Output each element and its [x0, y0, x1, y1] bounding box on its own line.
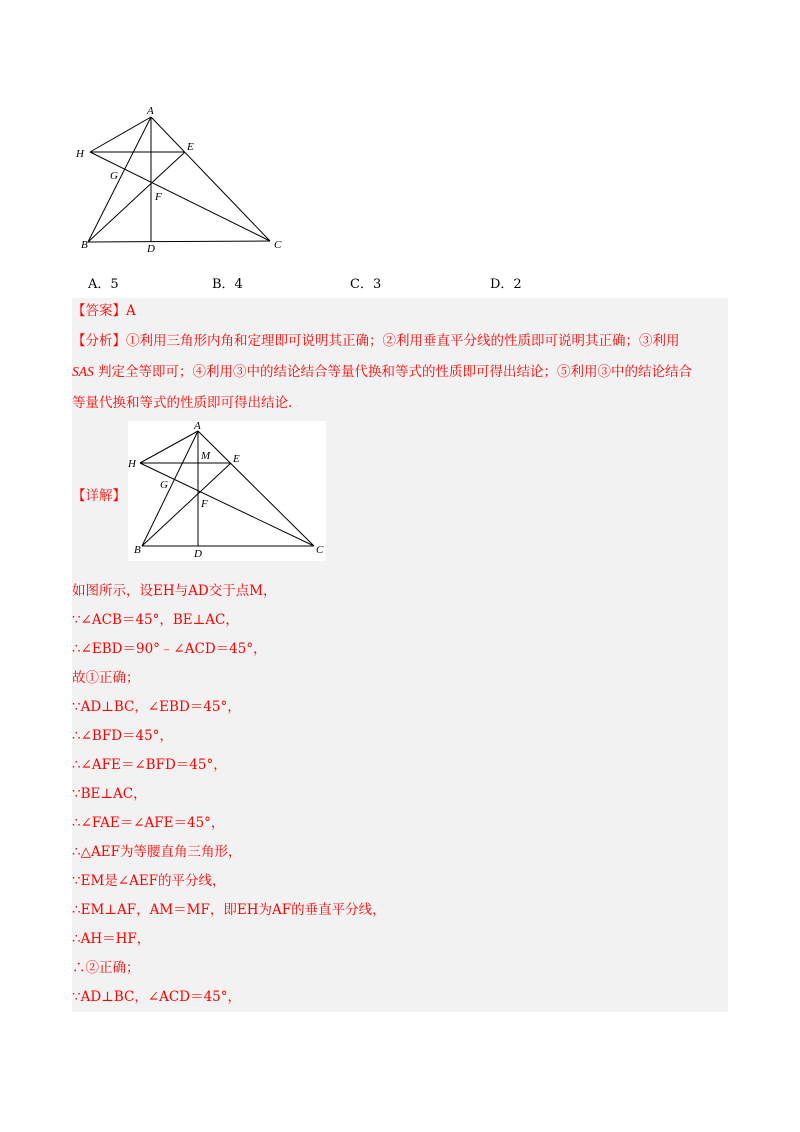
label-e: E [187, 141, 194, 153]
segment-bc [88, 241, 270, 242]
option-d: D．2 [490, 277, 522, 292]
option-a: A．5 [88, 277, 119, 292]
step-11: ∵EM是∠AEF的平分线， [72, 873, 226, 889]
geometry-figure-detail-frame [128, 421, 326, 561]
detail-label-g: G [160, 479, 168, 491]
label-g: G [110, 170, 118, 182]
label-c: C [274, 239, 282, 251]
label-a: A [147, 105, 154, 117]
step-10: ∴△AEF为等腰直角三角形， [72, 844, 242, 860]
segment-hc [90, 152, 270, 241]
option-b: B．4 [212, 277, 243, 292]
step-3: ∴∠EBD＝90°﹣∠ACD＝45°， [72, 641, 267, 657]
answer-value: A [126, 303, 136, 319]
step-14: ∴②正确； [72, 960, 140, 976]
segment-ac [151, 117, 270, 241]
segment-be [88, 152, 185, 242]
detail-label-b: B [134, 544, 141, 556]
step-2: ∵∠ACB＝45°，BE⊥AC， [72, 612, 239, 628]
step-15: ∵AD⊥BC，∠ACD＝45°， [72, 989, 242, 1005]
detail-label-h: H [128, 458, 136, 470]
step-8: ∵BE⊥AC， [72, 786, 147, 802]
analysis-line-3: 等量代换和等式的性质即可得出结论. [72, 395, 293, 411]
detail-label-d: D [194, 548, 202, 560]
answer-line [72, 302, 728, 320]
step-6: ∴∠BFD＝45°， [72, 728, 173, 744]
solution-panel [72, 298, 728, 1012]
detail-tag: 【详解】 [72, 488, 126, 504]
step-7: ∴∠AFE＝∠BFD＝45°， [72, 757, 227, 773]
option-c: C．3 [350, 277, 382, 292]
label-d: D [147, 243, 155, 255]
step-12: ∴EM⊥AF，AM＝MF，即EH为AF的垂直平分线， [72, 902, 386, 918]
detail-label-c: C [316, 544, 324, 556]
answer-tag: 【答案】 [72, 303, 126, 319]
analysis-line-1: 【分析】①利用三角形内角和定理即可说明其正确；②利用垂直平分线的性质即可说明其正确；③利用 [72, 333, 680, 349]
detail-label-e: E [233, 453, 240, 465]
detail-label-m: M [201, 450, 211, 462]
step-9: ∴∠FAE＝∠AFE＝45°， [72, 815, 225, 831]
detail-label-f: F [201, 498, 208, 510]
step-1: 如图所示，设EH与AD交于点M， [72, 583, 277, 599]
step-13: ∴AH＝HF， [72, 931, 151, 947]
label-b: B [81, 239, 88, 251]
geometry-figure-detail [128, 421, 326, 561]
label-h: H [76, 148, 84, 160]
analysis-line-2: SAS 判定全等即可；④利用③中的结论结合等量代换和等式的性质即可得出结论；⑤利用③中的结论结合 [72, 364, 693, 380]
detail-label-a: A [194, 421, 201, 432]
step-4: 故①正确； [72, 670, 140, 686]
geometry-figure-top [72, 100, 282, 260]
step-5: ∵AD⊥BC，∠EBD＝45°， [72, 699, 241, 715]
analysis-tag: 【分析】 [72, 333, 126, 349]
segment-ab [88, 117, 151, 242]
label-f: F [155, 191, 162, 203]
